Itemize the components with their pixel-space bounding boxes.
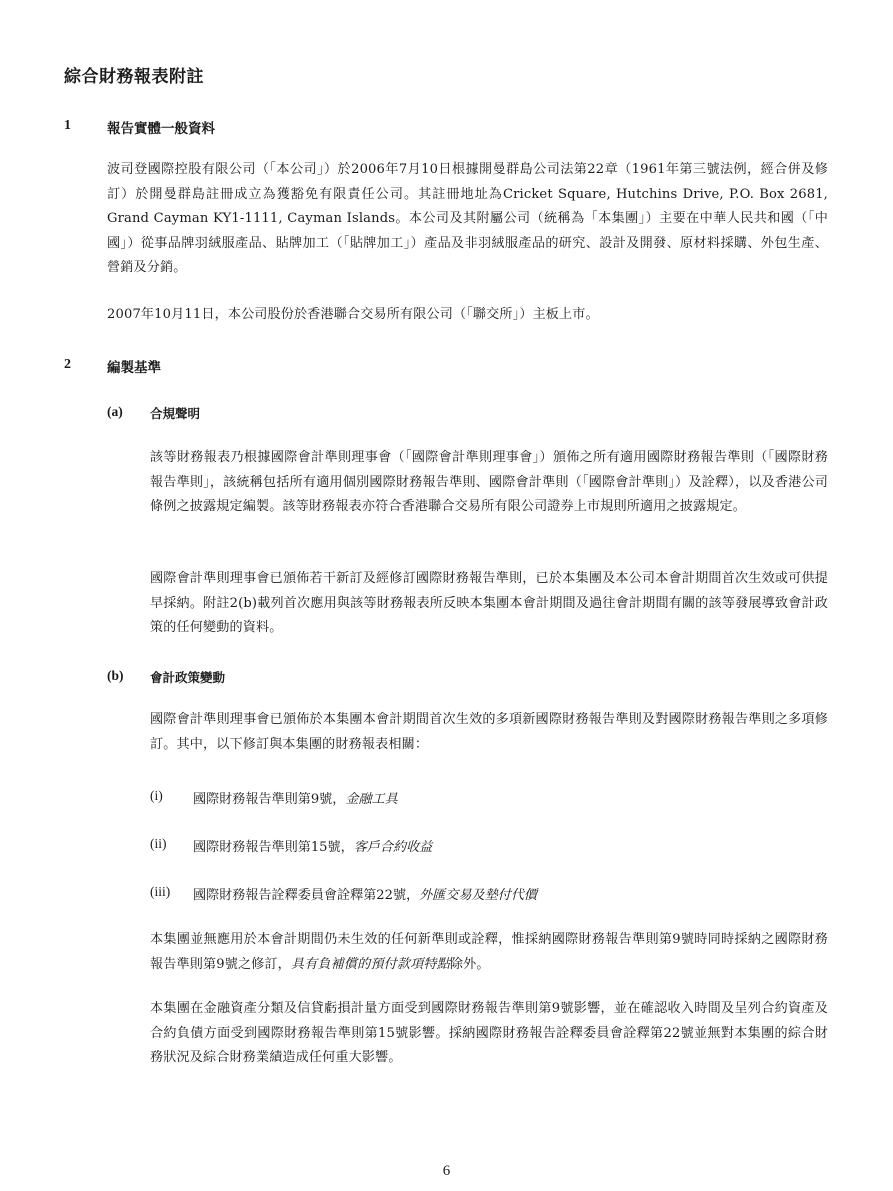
list-item-iii [193, 884, 537, 903]
list-item-i [193, 788, 398, 807]
subsection-b-intro: 國際會計準則理事會已頒佈於本集團本會計期間首次生效的多項新國際財務報告準則及對國際財務報告準則之多項修訂。其中，以下修訂與本集團的財務報表相關： [150, 712, 828, 752]
section-1-number: 1 [64, 118, 71, 133]
subsection-a-label: (a) [107, 404, 123, 419]
list-item-i-number: (i) [150, 788, 163, 803]
para-after-1-italic: 具有負補償的預付款項特點 [290, 956, 450, 972]
list-item-ii [193, 836, 432, 855]
subsection-a-paragraph-1: 該等財務報表乃根據國際會計準則理事會（「國際會計準則理事會」）頒佈之所有適用國際財務報告準則（「國際財務報告準則」，該統稱包括所有適用個別國際財務報告準則、國際會計準則（「國際會計準則」）及詮釋），以及香港公司條例之披露規定編製。該等財務報表亦符合香港聯合交易所有限公司證券上市規則所適用之披露規定。 [150, 450, 828, 514]
list-item-iii-number: (iii) [150, 884, 171, 899]
list-item-ii-number: (ii) [150, 836, 167, 851]
section-1-paragraph-2: 2007年10月11日，本公司股份於香港聯合交易所有限公司（「聯交所」）主板上市。 [107, 307, 599, 322]
list-item-i-italic: 金融工具 [345, 792, 398, 807]
subsection-b-title: 會計政策變動 [150, 670, 226, 685]
list-item-ii-text: 國際財務報告準則第15號， [193, 840, 354, 855]
subsection-b-paragraph-after-1 [150, 928, 828, 977]
subsection-b-paragraph-after-2: 本集團在金融資產分類及信貸虧損計量方面受到國際財務報告準則第9號影響，並在確認收入時間及呈列合約資產及合約負債方面受到國際財務報告準則第15號影響。採納國際財務報告詮釋委員會詮釋第22號並無對本集團的綜合財務狀況及綜合財務業績造成任何重大影響。 [150, 1001, 828, 1065]
section-1-paragraph-1: 波司登國際控股有限公司（「本公司」）於2006年7月10日根據開曼群島公司法第22章（1961年第三號法例，經合併及修訂）於開曼群島註冊成立為獲豁免有限責任公司。其註冊地址為Cricket Square, Hutchins Drive, P.O. Box 2681, Grand Cayman KY1-1111, Cayman Islands。本公司及其附屬公司（統稱為「本集團」）主要在中華人民共和國（「中國」）從事品牌羽絨服產品、貼牌加工（「貼牌加工」）產品及非羽絨服產品的研究、設計及開發、原材料採購、外包生產、營銷及分銷。 [107, 162, 828, 275]
list-item-iii-italic: 外匯交易及墊付代價 [419, 888, 538, 903]
section-2-title: 編製基準 [107, 360, 161, 376]
section-1-title: 報告實體一般資料 [107, 121, 215, 137]
subsection-a-paragraph-2: 國際會計準則理事會已頒佈若干新訂及經修訂國際財務報告準則，已於本集團及本公司本會計期間首次生效或可供提早採納。附註2(b)載列首次應用與該等財務報表所反映本集團本會計期間及過往會計期間有關的該等發展導致會計政策的任何變動的資料。 [150, 571, 828, 635]
subsection-b-label: (b) [107, 668, 124, 683]
list-item-ii-italic: 客戶合約收益 [353, 840, 433, 855]
section-2-number: 2 [64, 357, 71, 372]
list-item-i-text: 國際財務報告準則第9號， [193, 792, 346, 807]
para-after-1-after: 除外。 [449, 956, 490, 972]
list-item-iii-text: 國際財務報告詮釋委員會詮釋第22號， [193, 888, 420, 903]
subsection-a-title: 合規聲明 [150, 406, 201, 421]
page-title: 綜合財務報表附註 [64, 67, 204, 87]
page-number: 6 [442, 1163, 451, 1179]
para-after-1-before: 本集團並無應用於本會計期間仍未生效的任何新準則或詮釋，惟採納國際財務報告準則第9號時同時採納之國際財務報告準則第9號之修訂， [150, 932, 828, 972]
